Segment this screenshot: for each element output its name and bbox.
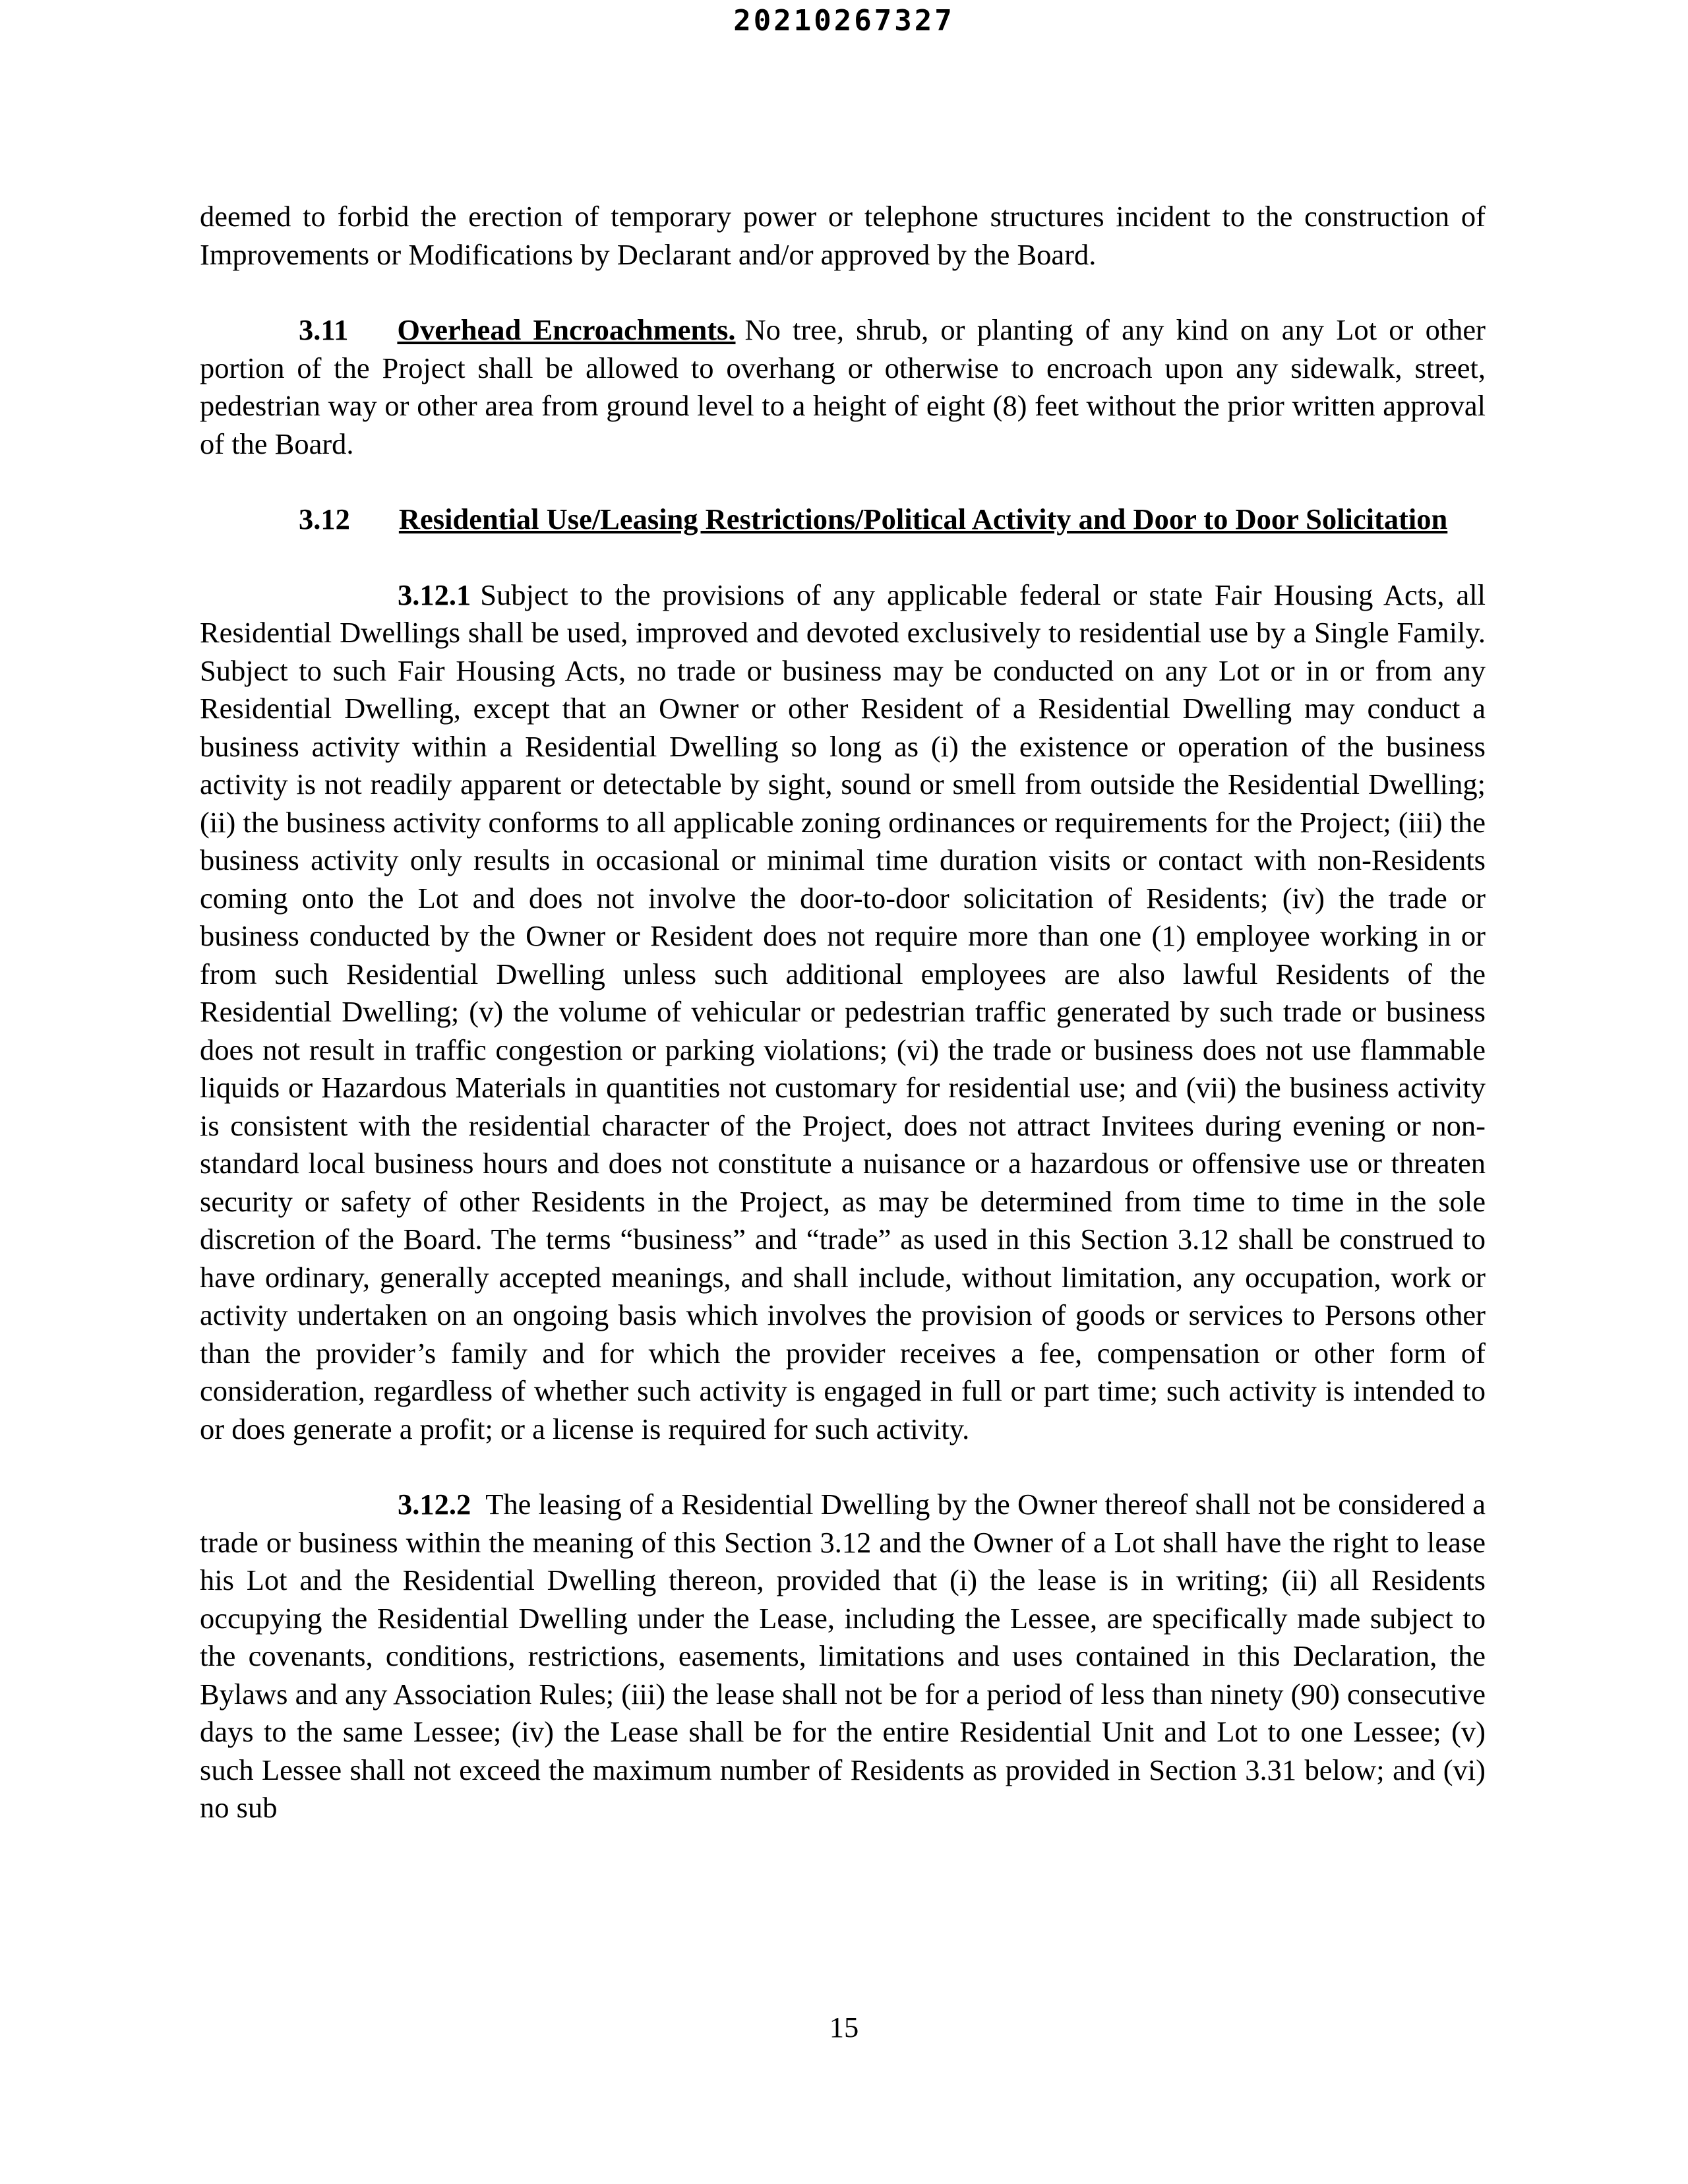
subsection-number: 3.12.2: [398, 1488, 471, 1521]
document-number: 20210267327: [733, 4, 955, 38]
subsection-text: Subject to the provisions of any applicable federal or state Fair Housing Acts, all Residential Dwellings shall be used, improved and devoted exclusively to residential use by a Single Family. Subject to such Fair Housing Acts, no trade or business may be conducted on any Lot or in or from any Residential Dwelling, except that an Owner or other Resident of a Residential Dwelling may conduct a business activity within a Residential Dwelling so long as (i) the existence or operation of the business activity is not readily apparent or detectable by sight, sound or smell from outside the Residential Dwelling; (ii) the business activity conforms to all applicable zoning ordinances or requirements for the Project; (iii) the business activity only results in occasional or minimal time duration visits or contact with non-Residents coming onto the Lot and does not involve the door-to-door solicitation of Residents; (iv) the trade or business conducted by the Owner or Resident does not require more than one (1) employee working in or from such Residential Dwelling unless such additional employees are also lawful Residents of the Residential Dwelling; (v) the volume of vehicular or pedestrian traffic generated by such trade or business does not result in traffic congestion or parking violations; (vi) the trade or business does not use flammable liquids or Hazardous Materials in quantities not customary for residential use; and (vii) the business activity is consistent with the residential character of the Project, does not attract Invitees during evening or non-standard local business hours and does not constitute a nuisance or a hazardous or offensive use or threaten security or safety of other Residents in the Project, as may be determined from time to time in the sole discretion of the Board. The terms “business” and “trade” as used in this Section 3.12 shall be construed to have ordinary, generally accepted meanings, and shall include, without limitation, any occupation, work or activity undertaken on an ongoing basis which involves the provision of goods or services to Persons other than the provider’s family and for which the provider receives a fee, compensation or other form of consideration, regardless of whether such activity is engaged in full or part time; such activity is intended to or does generate a profit; or a license is required for such activity.: [200, 578, 1486, 1445]
section-3-11: [200, 311, 1486, 463]
section-3-12-heading: [200, 501, 1486, 539]
section-title: Overhead Encroachments.: [397, 313, 736, 346]
section-3-12-2: [200, 1486, 1486, 1827]
subsection-text: The leasing of a Residential Dwelling by the Owner thereof shall not be considered a trade or business within the meaning of this Section 3.12 and the Owner of a Lot shall have the right to lease his Lot and the Residential Dwelling thereon, provided that (i) the lease is in writing; (ii) all Residents occupying the Residential Dwelling under the Lease, including the Lessee, are specifically made subject to the covenants, conditions, restrictions, easements, limitations and uses contained in this Declaration, the Bylaws and any Association Rules; (iii) the lease shall not be for a period of less than ninety (90) consecutive days to the same Lessee; (iv) the Lease shall be for the entire Residential Unit and Lot to one Lessee; (v) such Lessee shall not exceed the maximum number of Residents as provided in Section 3.31 below; and (vi) no sub: [200, 1488, 1486, 1824]
section-number: 3.12: [299, 502, 350, 535]
section-3-12-1: [200, 576, 1486, 1449]
page-number: 15: [829, 2011, 859, 2044]
section-number: 3.11: [299, 313, 349, 346]
subsection-number: 3.12.1: [398, 578, 471, 611]
paragraph-intro: deemed to forbid the erection of temporary power or telephone structures incident to the construction of Improvements or Modifications by Declarant and/or approved by the Board.: [200, 200, 1486, 271]
section-title: Residential Use/Leasing Restrictions/Political Activity and Door to Door Solicitation: [398, 502, 1448, 535]
section-text: No tree, shrub, or planting of any kind on any Lot or other portion of the Project shall be allowed to overhang or otherwise to encroach upon any sidewalk, street, pedestrian way or other area from ground level to a height of eight (8) feet without the prior written approval of the Board.: [200, 313, 1486, 460]
page-body: [200, 198, 1486, 1827]
